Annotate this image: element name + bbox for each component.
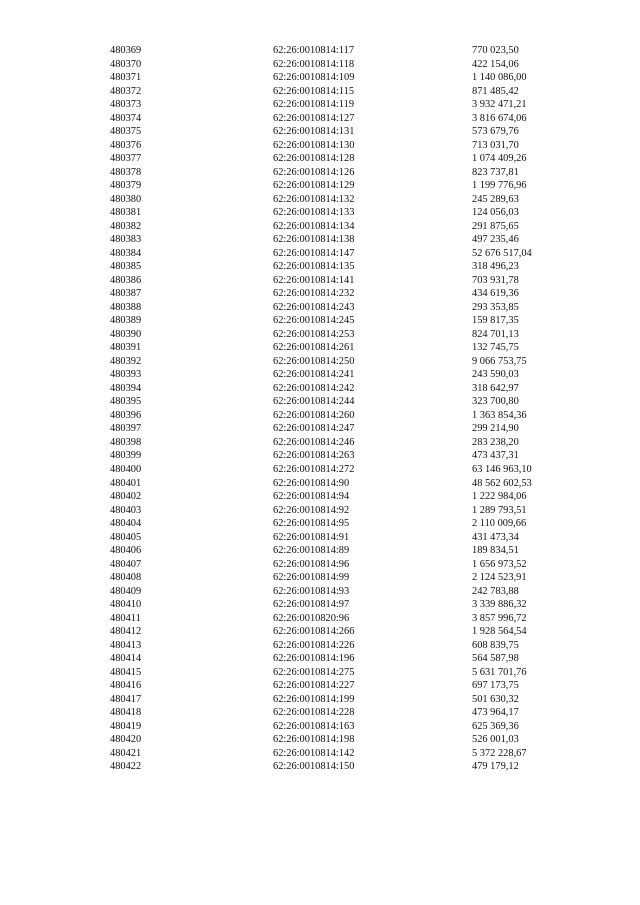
cadastral-value-cell: 564 587,98 — [472, 653, 519, 665]
cadastral-number-cell: 62:26:0010814:115 — [273, 85, 355, 97]
table-row — [0, 355, 640, 369]
table-row — [0, 139, 640, 153]
row-number-cell: 480375 — [110, 126, 142, 138]
row-number-cell: 480378 — [110, 166, 142, 178]
cadastral-number-cell: 62:26:0010814:109 — [273, 72, 355, 84]
table-row — [0, 463, 640, 477]
cadastral-number-cell: 62:26:0010814:93 — [273, 585, 350, 597]
cadastral-number-cell: 62:26:0010814:199 — [273, 693, 355, 705]
table-row — [0, 760, 640, 774]
row-number-cell: 480373 — [110, 99, 142, 111]
row-number-cell: 480407 — [110, 558, 142, 570]
row-number-cell: 480406 — [110, 545, 142, 557]
row-number-cell: 480397 — [110, 423, 142, 435]
row-number-cell: 480376 — [110, 139, 142, 151]
row-number-cell: 480420 — [110, 734, 142, 746]
table-row — [0, 409, 640, 423]
cadastral-number-cell: 62:26:0010814:163 — [273, 720, 355, 732]
cadastral-value-cell: 245 289,63 — [472, 193, 519, 205]
table-row — [0, 274, 640, 288]
table-row — [0, 260, 640, 274]
cadastral-number-cell: 62:26:0010814:261 — [273, 342, 355, 354]
cadastral-value-cell: 63 146 963,10 — [472, 463, 532, 475]
cadastral-number-cell: 62:26:0010814:134 — [273, 220, 355, 232]
row-number-cell: 480372 — [110, 85, 142, 97]
table-row — [0, 233, 640, 247]
cadastral-value-cell: 243 590,03 — [472, 369, 519, 381]
cadastral-number-cell: 62:26:0010814:89 — [273, 545, 350, 557]
table-row — [0, 220, 640, 234]
cadastral-number-cell: 62:26:0010814:246 — [273, 436, 355, 448]
cadastral-value-cell: 434 619,36 — [472, 288, 519, 300]
cadastral-value-cell: 323 700,80 — [472, 396, 519, 408]
cadastral-value-cell: 189 834,51 — [472, 545, 519, 557]
cadastral-number-cell: 62:26:0010814:247 — [273, 423, 355, 435]
cadastral-number-cell: 62:26:0010814:130 — [273, 139, 355, 151]
cadastral-value-cell: 293 353,85 — [472, 301, 519, 313]
table-row — [0, 531, 640, 545]
row-number-cell: 480379 — [110, 180, 142, 192]
row-number-cell: 480412 — [110, 626, 142, 638]
table-row — [0, 44, 640, 58]
table-row — [0, 382, 640, 396]
row-number-cell: 480382 — [110, 220, 142, 232]
table-row — [0, 747, 640, 761]
table-row — [0, 341, 640, 355]
row-number-cell: 480388 — [110, 301, 142, 313]
cadastral-value-table — [0, 44, 640, 774]
cadastral-number-cell: 62:26:0010814:138 — [273, 234, 355, 246]
table-row — [0, 679, 640, 693]
cadastral-number-cell: 62:26:0010814:196 — [273, 653, 355, 665]
table-row — [0, 504, 640, 518]
row-number-cell: 480413 — [110, 639, 142, 651]
cadastral-number-cell: 62:26:0010814:95 — [273, 518, 350, 530]
row-number-cell: 480418 — [110, 707, 142, 719]
cadastral-number-cell: 62:26:0010814:227 — [273, 680, 355, 692]
cadastral-value-cell: 573 679,76 — [472, 126, 519, 138]
cadastral-value-cell: 770 023,50 — [472, 45, 519, 56]
cadastral-number-cell: 62:26:0010814:141 — [273, 274, 355, 286]
table-row — [0, 571, 640, 585]
cadastral-value-cell: 2 110 009,66 — [472, 518, 527, 530]
cadastral-value-cell: 497 235,46 — [472, 234, 519, 246]
cadastral-value-cell: 703 931,78 — [472, 274, 519, 286]
table-row — [0, 720, 640, 734]
cadastral-number-cell: 62:26:0010814:142 — [273, 747, 355, 759]
row-number-cell: 480374 — [110, 112, 142, 124]
cadastral-value-cell: 431 473,34 — [472, 531, 519, 543]
row-number-cell: 480410 — [110, 599, 142, 611]
row-number-cell: 480393 — [110, 369, 142, 381]
cadastral-value-cell: 3 857 996,72 — [472, 612, 527, 624]
cadastral-value-cell: 871 485,42 — [472, 85, 519, 97]
table-row — [0, 206, 640, 220]
row-number-cell: 480400 — [110, 463, 142, 475]
cadastral-number-cell: 62:26:0010814:127 — [273, 112, 355, 124]
cadastral-value-cell: 159 817,35 — [472, 315, 519, 327]
cadastral-value-cell: 1 363 854,36 — [472, 409, 527, 421]
cadastral-number-cell: 62:26:0010814:96 — [273, 558, 350, 570]
row-number-cell: 480419 — [110, 720, 142, 732]
table-row — [0, 71, 640, 85]
cadastral-number-cell: 62:26:0010814:97 — [273, 599, 350, 611]
cadastral-value-cell: 1 289 793,51 — [472, 504, 527, 516]
row-number-cell: 480383 — [110, 234, 142, 246]
cadastral-number-cell: 62:26:0010814:90 — [273, 477, 350, 489]
row-number-cell: 480395 — [110, 396, 142, 408]
cadastral-number-cell: 62:26:0010814:91 — [273, 531, 350, 543]
row-number-cell: 480380 — [110, 193, 142, 205]
row-number-cell: 480385 — [110, 261, 142, 273]
cadastral-number-cell: 62:26:0010814:226 — [273, 639, 355, 651]
cadastral-number-cell: 62:26:0010814:129 — [273, 180, 355, 192]
table-row — [0, 179, 640, 193]
row-number-cell: 480370 — [110, 58, 142, 70]
table-row — [0, 639, 640, 653]
row-number-cell: 480421 — [110, 747, 142, 759]
row-number-cell: 480369 — [110, 45, 142, 56]
row-number-cell: 480381 — [110, 207, 142, 219]
cadastral-value-cell: 299 214,90 — [472, 423, 519, 435]
row-number-cell: 480417 — [110, 693, 142, 705]
cadastral-value-cell: 283 238,20 — [472, 436, 519, 448]
cadastral-value-cell: 3 339 886,32 — [472, 599, 527, 611]
table-row — [0, 58, 640, 72]
cadastral-value-cell: 526 001,03 — [472, 734, 519, 746]
cadastral-value-cell: 3 932 471,21 — [472, 99, 527, 111]
row-number-cell: 480392 — [110, 355, 142, 367]
cadastral-number-cell: 62:26:0010820:96 — [273, 612, 350, 624]
cadastral-value-cell: 608 839,75 — [472, 639, 519, 651]
cadastral-value-cell: 318 642,97 — [472, 382, 519, 394]
row-number-cell: 480402 — [110, 491, 142, 503]
row-number-cell: 480377 — [110, 153, 142, 165]
row-number-cell: 480401 — [110, 477, 142, 489]
cadastral-value-cell: 823 737,81 — [472, 166, 519, 178]
cadastral-value-cell: 9 066 753,75 — [472, 355, 527, 367]
cadastral-value-cell: 1 928 564,54 — [472, 626, 527, 638]
cadastral-number-cell: 62:26:0010814:99 — [273, 572, 350, 584]
table-row — [0, 544, 640, 558]
table-row — [0, 98, 640, 112]
cadastral-value-cell: 501 630,32 — [472, 693, 519, 705]
table-row — [0, 287, 640, 301]
table-row — [0, 193, 640, 207]
table-row — [0, 666, 640, 680]
table-row — [0, 517, 640, 531]
table-row — [0, 436, 640, 450]
row-number-cell: 480386 — [110, 274, 142, 286]
cadastral-number-cell: 62:26:0010814:275 — [273, 666, 355, 678]
row-number-cell: 480409 — [110, 585, 142, 597]
cadastral-value-cell: 1 140 086,00 — [472, 72, 527, 84]
cadastral-value-cell: 713 031,70 — [472, 139, 519, 151]
table-row — [0, 314, 640, 328]
cadastral-value-cell: 132 745,75 — [472, 342, 519, 354]
row-number-cell: 480405 — [110, 531, 142, 543]
row-number-cell: 480414 — [110, 653, 142, 665]
cadastral-value-cell: 124 056,03 — [472, 207, 519, 219]
table-row — [0, 585, 640, 599]
cadastral-value-cell: 5 372 228,67 — [472, 747, 527, 759]
cadastral-number-cell: 62:26:0010814:92 — [273, 504, 350, 516]
table-row — [0, 166, 640, 180]
cadastral-value-cell: 473 964,17 — [472, 707, 519, 719]
table-row — [0, 449, 640, 463]
cadastral-number-cell: 62:26:0010814:132 — [273, 193, 355, 205]
cadastral-value-cell: 824 701,13 — [472, 328, 519, 340]
cadastral-number-cell: 62:26:0010814:250 — [273, 355, 355, 367]
row-number-cell: 480384 — [110, 247, 142, 259]
cadastral-value-cell: 5 631 701,76 — [472, 666, 527, 678]
cadastral-value-cell: 1 074 409,26 — [472, 153, 527, 165]
cadastral-number-cell: 62:26:0010814:118 — [273, 58, 355, 70]
row-number-cell: 480371 — [110, 72, 142, 84]
cadastral-number-cell: 62:26:0010814:135 — [273, 261, 355, 273]
table-row — [0, 477, 640, 491]
table-row — [0, 247, 640, 261]
row-number-cell: 480394 — [110, 382, 142, 394]
row-number-cell: 480403 — [110, 504, 142, 516]
table-row — [0, 328, 640, 342]
cadastral-number-cell: 62:26:0010814:243 — [273, 301, 355, 313]
cadastral-value-cell: 1 222 984,06 — [472, 491, 527, 503]
row-number-cell: 480399 — [110, 450, 142, 462]
cadastral-value-cell: 318 496,23 — [472, 261, 519, 273]
cadastral-number-cell: 62:26:0010814:260 — [273, 409, 355, 421]
cadastral-number-cell: 62:26:0010814:242 — [273, 382, 355, 394]
row-number-cell: 480387 — [110, 288, 142, 300]
cadastral-value-cell: 1 199 776,96 — [472, 180, 527, 192]
table-row — [0, 733, 640, 747]
row-number-cell: 480389 — [110, 315, 142, 327]
cadastral-value-cell: 625 369,36 — [472, 720, 519, 732]
row-number-cell: 480416 — [110, 680, 142, 692]
cadastral-number-cell: 62:26:0010814:266 — [273, 626, 355, 638]
table-row — [0, 693, 640, 707]
cadastral-number-cell: 62:26:0010814:131 — [273, 126, 355, 138]
cadastral-number-cell: 62:26:0010814:94 — [273, 491, 350, 503]
cadastral-value-cell: 52 676 517,04 — [472, 247, 532, 259]
cadastral-number-cell: 62:26:0010814:272 — [273, 463, 355, 475]
row-number-cell: 480404 — [110, 518, 142, 530]
cadastral-value-cell: 422 154,06 — [472, 58, 519, 70]
table-row — [0, 625, 640, 639]
cadastral-value-cell: 242 783,88 — [472, 585, 519, 597]
table-row — [0, 612, 640, 626]
table-row — [0, 301, 640, 315]
table-row — [0, 558, 640, 572]
cadastral-number-cell: 62:26:0010814:198 — [273, 734, 355, 746]
cadastral-number-cell: 62:26:0010814:228 — [273, 707, 355, 719]
cadastral-number-cell: 62:26:0010814:245 — [273, 315, 355, 327]
row-number-cell: 480415 — [110, 666, 142, 678]
row-number-cell: 480398 — [110, 436, 142, 448]
table-row — [0, 490, 640, 504]
cadastral-number-cell: 62:26:0010814:232 — [273, 288, 355, 300]
table-row — [0, 368, 640, 382]
row-number-cell: 480408 — [110, 572, 142, 584]
table-row — [0, 422, 640, 436]
cadastral-value-cell: 291 875,65 — [472, 220, 519, 232]
row-number-cell: 480396 — [110, 409, 142, 421]
cadastral-number-cell: 62:26:0010814:117 — [273, 45, 355, 56]
cadastral-number-cell: 62:26:0010814:128 — [273, 153, 355, 165]
table-row — [0, 125, 640, 139]
cadastral-value-cell: 1 656 973,52 — [472, 558, 527, 570]
table-row — [0, 706, 640, 720]
table-row — [0, 598, 640, 612]
cadastral-value-cell: 473 437,31 — [472, 450, 519, 462]
cadastral-value-cell: 479 179,12 — [472, 761, 519, 773]
cadastral-number-cell: 62:26:0010814:263 — [273, 450, 355, 462]
cadastral-number-cell: 62:26:0010814:119 — [273, 99, 355, 111]
table-row — [0, 652, 640, 666]
cadastral-number-cell: 62:26:0010814:241 — [273, 369, 355, 381]
table-row — [0, 152, 640, 166]
table-row — [0, 395, 640, 409]
cadastral-value-cell: 48 562 602,53 — [472, 477, 532, 489]
row-number-cell: 480391 — [110, 342, 142, 354]
row-number-cell: 480411 — [110, 612, 141, 624]
cadastral-value-cell: 3 816 674,06 — [472, 112, 527, 124]
table-row — [0, 112, 640, 126]
cadastral-number-cell: 62:26:0010814:133 — [273, 207, 355, 219]
cadastral-number-cell: 62:26:0010814:147 — [273, 247, 355, 259]
cadastral-number-cell: 62:26:0010814:126 — [273, 166, 355, 178]
cadastral-value-cell: 2 124 523,91 — [472, 572, 527, 584]
cadastral-value-cell: 697 173,75 — [472, 680, 519, 692]
cadastral-number-cell: 62:26:0010814:150 — [273, 761, 355, 773]
row-number-cell: 480422 — [110, 761, 142, 773]
cadastral-number-cell: 62:26:0010814:253 — [273, 328, 355, 340]
row-number-cell: 480390 — [110, 328, 142, 340]
table-row — [0, 85, 640, 99]
cadastral-number-cell: 62:26:0010814:244 — [273, 396, 355, 408]
